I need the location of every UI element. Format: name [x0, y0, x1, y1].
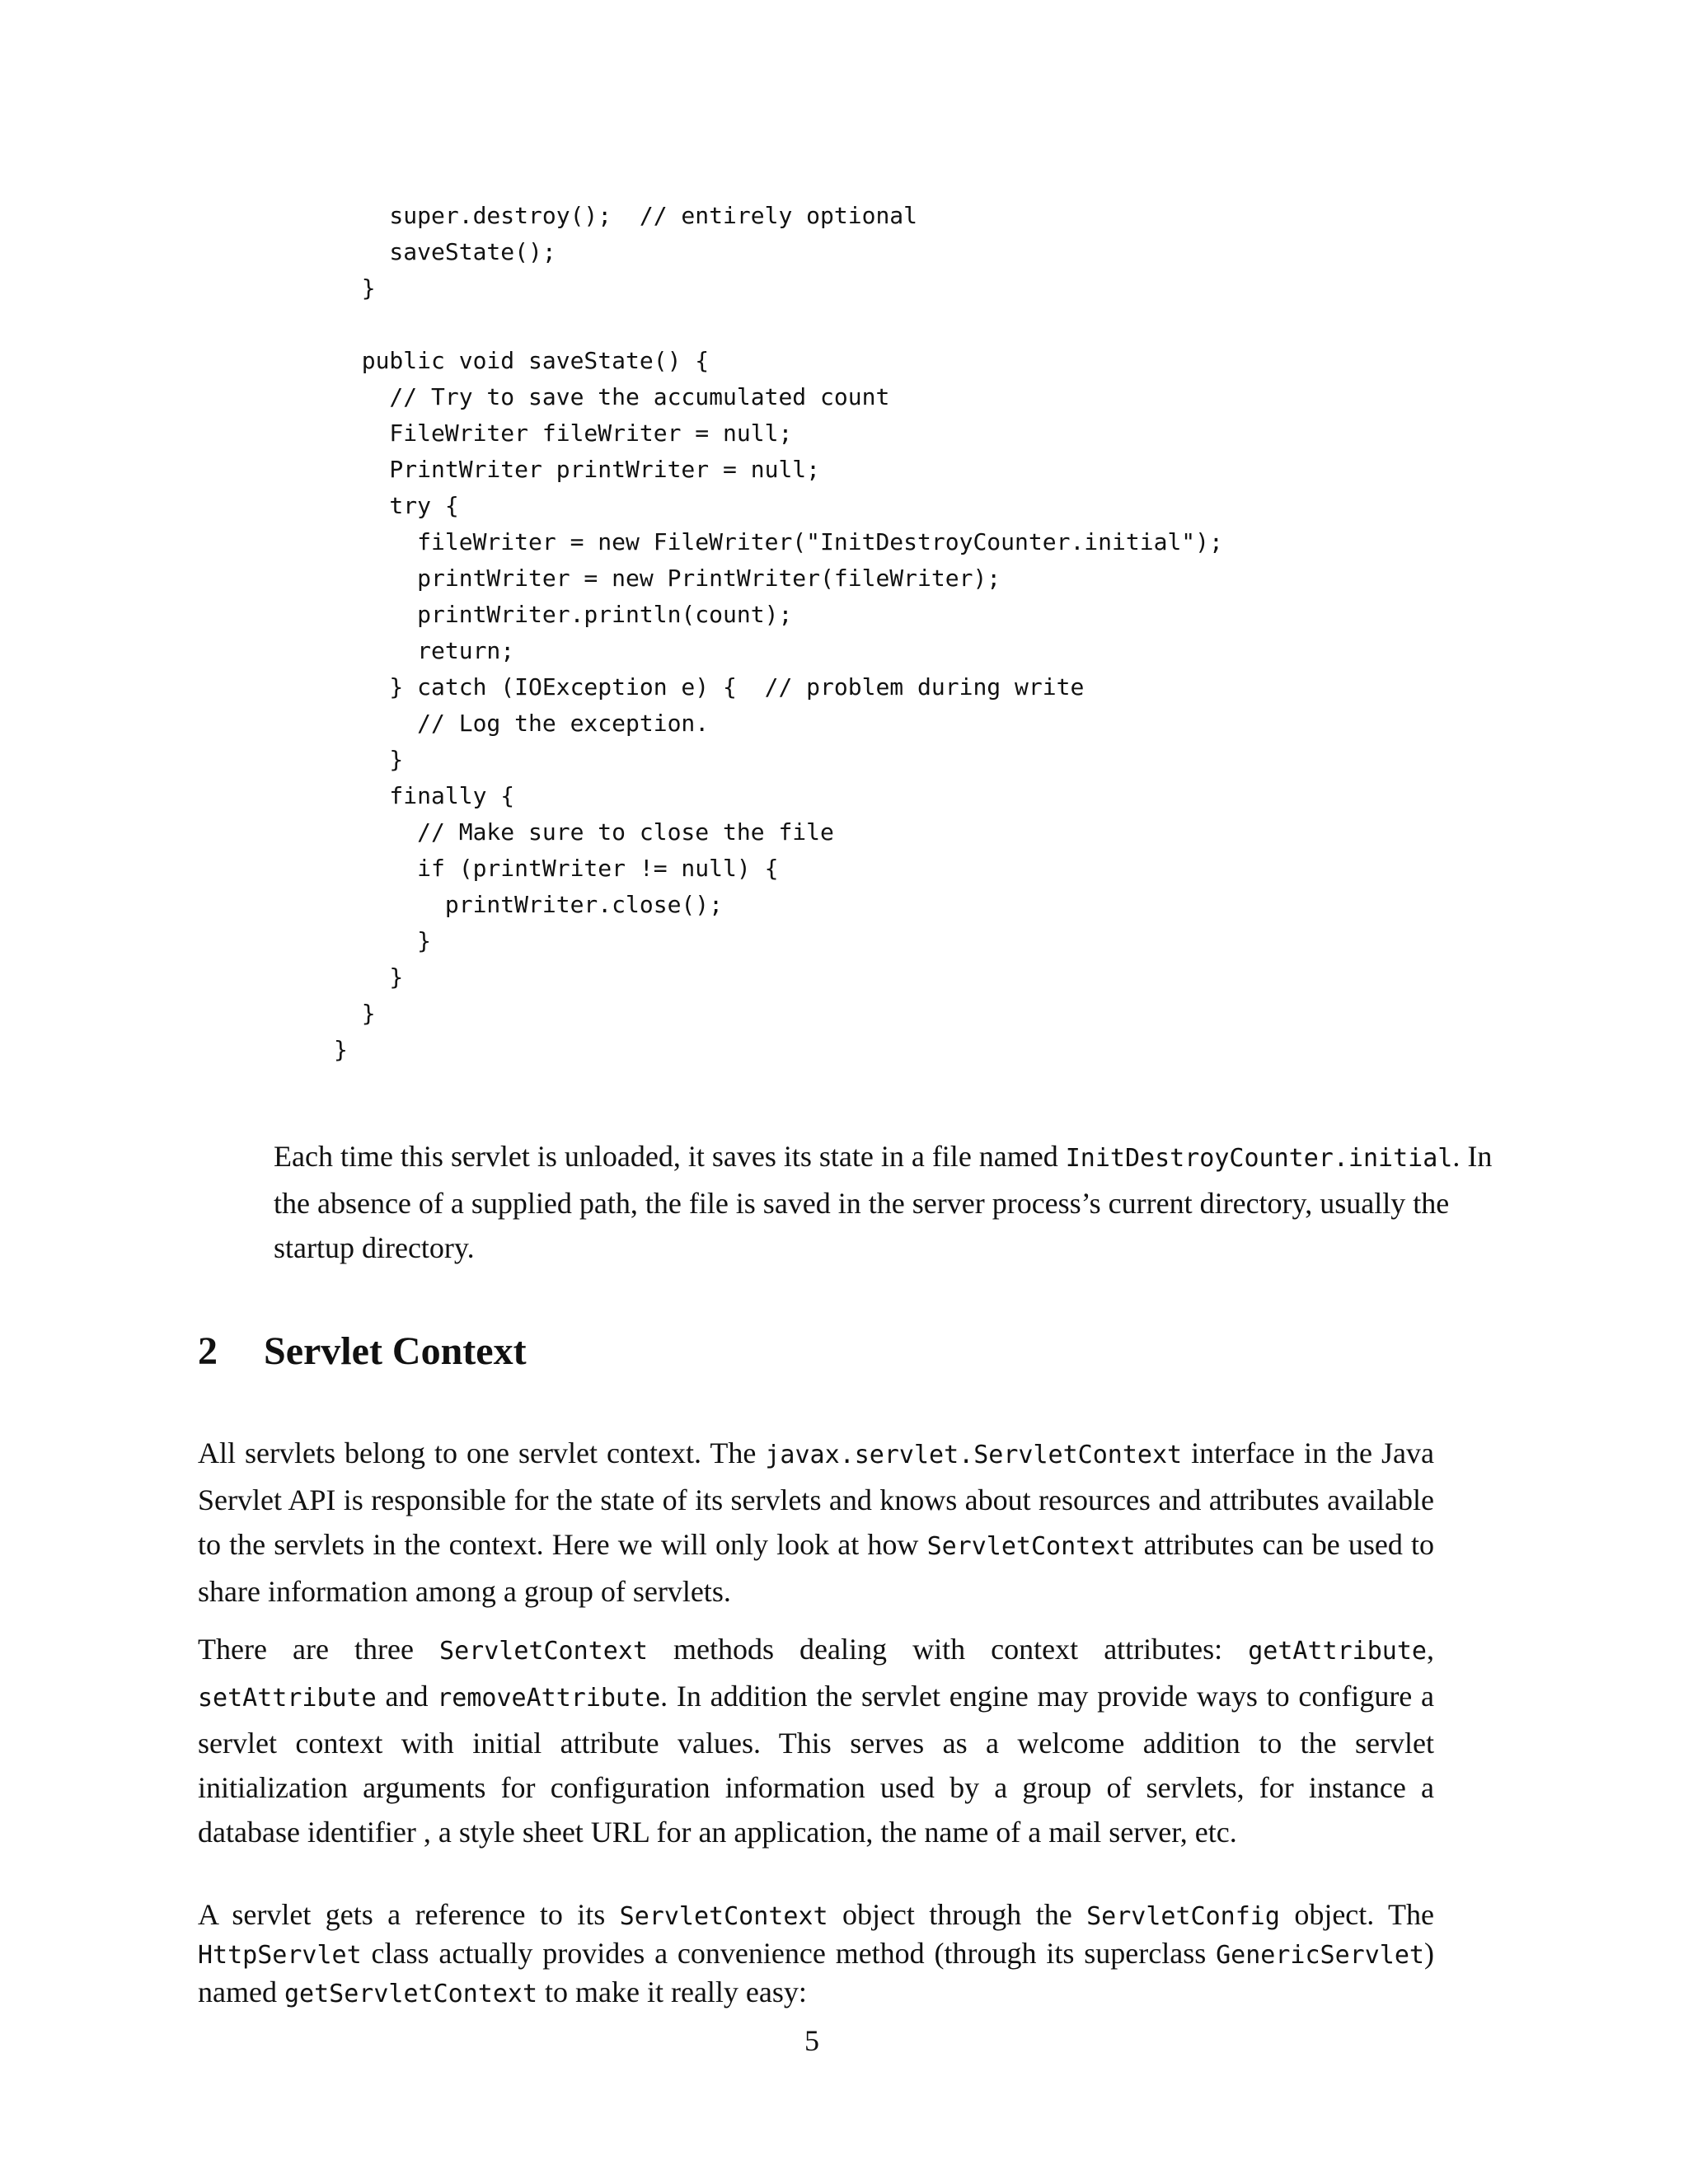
code-line: }	[334, 1036, 348, 1063]
page-number: 5	[804, 2024, 819, 2057]
code-line: fileWriter = new FileWriter("InitDestroyCounter.initial");	[334, 528, 1223, 555]
code-line: if (printWriter != null) {	[334, 855, 779, 882]
code-line: printWriter.close();	[334, 891, 724, 918]
section-heading	[198, 1327, 527, 1376]
text-run: to make it really easy:	[537, 1975, 807, 2008]
text-run: interface in the Java Servlet API is responsible for the state of its servlets and knows about resources and attributes available to the servlets in the context. Here we will only look at how	[198, 1436, 1435, 1561]
code-line: finally {	[334, 782, 515, 809]
code-line: FileWriter fileWriter = null;	[334, 419, 793, 447]
code-inline: javax.servlet.ServletContext	[765, 1441, 1183, 1469]
code-line: // Log the exception.	[334, 710, 710, 737]
code-inline: ServletContext	[439, 1637, 648, 1666]
code-inline: ServletContext	[619, 1902, 828, 1931]
code-line: } catch (IOException e) { // problem during write	[334, 673, 1085, 701]
code-line: }	[334, 963, 404, 991]
text-run: Each time this servlet is unloaded, it saves its state in a file named	[274, 1140, 1066, 1173]
code-line: super.destroy(); // entirely optional	[334, 202, 918, 229]
code-inline: removeAttribute	[437, 1684, 661, 1713]
code-line: // Make sure to close the file	[334, 818, 834, 846]
text-run: class actually provides a convenience method (through its superclass	[361, 1937, 1217, 1970]
section-title: Servlet Context	[264, 1329, 527, 1373]
text-run: methods dealing with context attributes:	[647, 1633, 1249, 1666]
text-run: object through the	[828, 1898, 1087, 1931]
code-line: PrintWriter printWriter = null;	[334, 456, 821, 483]
paragraph-context-attributes	[198, 1627, 1434, 1854]
code-line: }	[334, 274, 376, 302]
paragraph-get-servlet-context	[198, 1896, 1434, 2013]
code-inline: InitDestroyCounter.initial	[1065, 1144, 1453, 1173]
text-run: . In the absence of a supplied path, the file is saved in the server process’s current directory, usually the startup directory.	[274, 1140, 1493, 1264]
text-run: ) named	[198, 1937, 1434, 2008]
code-inline: ServletConfig	[1086, 1902, 1280, 1931]
code-inline: setAttribute	[198, 1684, 377, 1713]
code-line: return;	[334, 637, 515, 664]
code-line: saveState();	[334, 238, 556, 265]
text-run: and	[376, 1680, 438, 1713]
section-number: 2	[198, 1329, 218, 1373]
code-line: }	[334, 746, 404, 773]
code-line: }	[334, 1000, 376, 1027]
code-inline: getServletContext	[284, 1980, 538, 2008]
code-inline: GenericServlet	[1216, 1941, 1424, 1970]
code-line: public void saveState() {	[334, 347, 710, 374]
text-run: There are three	[198, 1633, 440, 1666]
text-run: A servlet gets a reference to its	[198, 1898, 620, 1931]
code-line: printWriter = new PrintWriter(fileWriter);	[334, 565, 1001, 592]
code-line: printWriter.println(count);	[334, 601, 793, 628]
text-run: ,	[1427, 1633, 1434, 1666]
text-run: All servlets belong to one servlet context. The	[198, 1436, 766, 1469]
text-run: attributes can be used to share information among a group of servlets.	[198, 1528, 1434, 1608]
code-inline: getAttribute	[1248, 1637, 1427, 1666]
code-inline: HttpServlet	[198, 1941, 362, 1970]
paragraph-servlet-context-intro	[198, 1431, 1434, 1614]
code-block	[334, 198, 1223, 1068]
code-line: try {	[334, 492, 459, 519]
code-line: }	[334, 927, 432, 954]
code-inline: ServletContext	[926, 1532, 1136, 1561]
paragraph-state-file	[274, 1134, 1526, 1270]
code-line	[334, 307, 1223, 343]
code-line: // Try to save the accumulated count	[334, 383, 890, 410]
text-run: object. The	[1279, 1898, 1434, 1931]
text-run: . In addition the servlet engine may provide ways to configure a servlet context with initial attribute values. This serves as a welcome addition to the servlet initialization arguments for configuration information used by a group of servlets, for instance a database identifier , a style sheet URL for an application, the name of a mail server, etc.	[198, 1680, 1434, 1849]
